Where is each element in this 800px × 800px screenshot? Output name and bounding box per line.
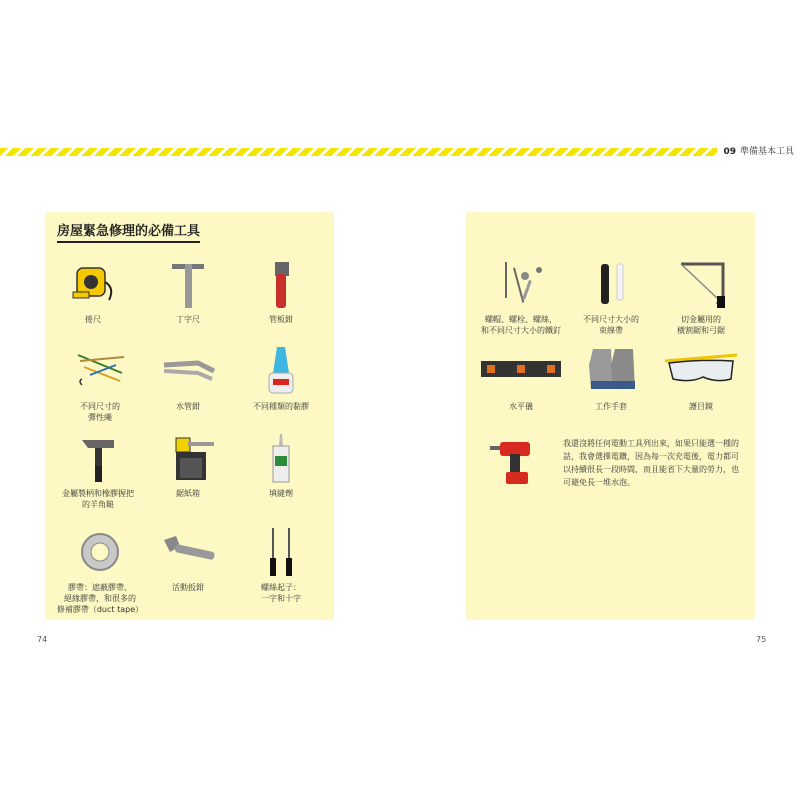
claw-hammer-icon	[68, 432, 128, 484]
page-number-left: 74	[37, 635, 48, 644]
tool-label: 水平儀	[509, 402, 533, 411]
work-gloves-icon	[581, 345, 641, 397]
glue-bottle-icon	[251, 345, 311, 397]
tool-label: 捲尺	[85, 315, 101, 324]
pipe-wrench-icon	[251, 258, 311, 310]
tool-work-gloves	[566, 345, 656, 412]
tool-nuts-bolts	[466, 258, 576, 336]
tool-cable-tie	[566, 258, 656, 336]
tool-bungee-cord	[55, 345, 145, 423]
safety-goggles-icon	[671, 345, 731, 397]
tool-label: 填縫劑	[269, 489, 293, 498]
adjustable-wrench-icon	[158, 526, 218, 578]
tool-safety-goggles	[656, 345, 746, 412]
cable-tie-icon	[581, 258, 641, 310]
tool-claw-hammer	[48, 432, 148, 510]
duct-tape-icon	[70, 526, 130, 578]
tool-adjustable-wrench	[143, 526, 233, 593]
tool-label: 鋸紙箱	[176, 489, 200, 498]
tool-pipe-wrench	[236, 258, 326, 325]
tool-label: 水管鉗	[176, 402, 200, 411]
bungee-cord-icon	[70, 345, 130, 397]
screwdriver-icon	[251, 526, 311, 578]
tool-label: 不同尺寸大小的 束線帶	[583, 315, 639, 335]
tool-label: 膠帶：遮蔽膠帶、 絕緣膠帶，和很多的 修補膠帶（duct tape）	[56, 583, 144, 614]
hacksaw-icon	[671, 258, 731, 310]
nuts-bolts-icon	[491, 258, 551, 310]
miter-box-saw-icon	[158, 432, 218, 484]
tool-label: 活動扳鉗	[172, 583, 204, 592]
tape-measure-icon	[63, 258, 123, 310]
power-drill-note: 我還沒將任何電動工具列出來，如果只能選一種的話，我會選擇電鑽，因為每一次充電後，電力都可以持續很長一段時間，而且能省下大量的勞力，也可避免長一堆水泡。	[563, 439, 739, 487]
t-square-icon	[158, 258, 218, 310]
tool-label: 不同種類的黏膠	[253, 402, 309, 411]
tool-label: 螺帽、螺栓、螺絲， 和不同尺寸大小的鐵釘	[481, 315, 561, 335]
chapter-header	[717, 144, 800, 160]
yellow-stripe-divider	[0, 148, 800, 156]
tool-hacksaw	[656, 258, 746, 336]
chapter-number: 09	[723, 147, 736, 157]
tool-label: 丁字尺	[176, 315, 200, 324]
tool-label: 不同尺寸的 彈性繩	[80, 402, 120, 422]
tool-spirit-level	[476, 345, 566, 412]
tool-miter-box-saw	[143, 432, 233, 499]
tool-label: 切金屬用的 橫割鋸和弓鋸	[677, 315, 725, 335]
tool-caulk	[236, 432, 326, 499]
tool-label: 金屬製柄和橡膠握把 的羊角鎚	[62, 489, 134, 509]
caulk-tube-icon	[251, 432, 311, 484]
tool-locking-pliers	[143, 345, 233, 412]
tool-tape-measure	[48, 258, 138, 325]
tool-t-square	[143, 258, 233, 325]
tool-label: 螺絲起子： 一字和十字	[261, 583, 301, 603]
tool-duct-tape	[50, 526, 150, 615]
tool-glue-bottle	[236, 345, 326, 412]
tool-label: 管板鉗	[269, 315, 293, 324]
power-drill-icon	[488, 436, 548, 488]
tool-screwdriver	[236, 526, 326, 604]
panel-title: 房屋緊急修理的必備工具	[57, 220, 200, 243]
tool-label: 護目鏡	[689, 402, 713, 411]
locking-pliers-icon	[158, 345, 218, 397]
spirit-level-icon	[491, 345, 551, 397]
chapter-title: 準備基本工具	[739, 147, 794, 157]
page-number-right: 75	[756, 635, 767, 644]
tool-label: 工作手套	[595, 402, 627, 411]
